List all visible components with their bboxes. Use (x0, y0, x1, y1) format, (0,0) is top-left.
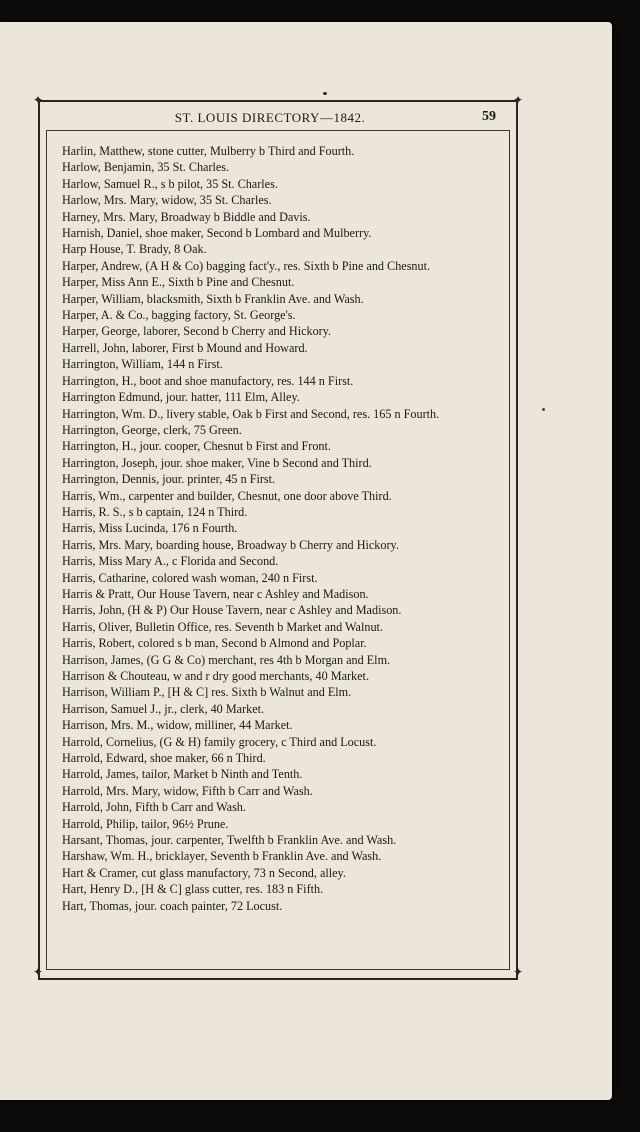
directory-entry: Hart & Cramer, cut glass manufactory, 73 n Second, alley. (62, 865, 346, 880)
directory-entry: Harrington, William, 144 n First. (62, 357, 223, 372)
page-number: 59 (482, 109, 496, 124)
directory-entry: Harris, Oliver, Bulletin Office, res. Seventh b Market and Walnut. (62, 619, 383, 634)
directory-entry: Harris, R. S., s b captain, 124 n Third. (62, 504, 248, 519)
directory-entry: Harper, A. & Co., bagging factory, St. George's. (62, 308, 296, 323)
directory-entry: Harrold, Mrs. Mary, widow, Fifth b Carr and Wash. (62, 783, 313, 798)
directory-entry: Harrell, John, laborer, First b Mound and Howard. (62, 340, 308, 355)
directory-entry: Harrold, Edward, shoe maker, 66 n Third. (62, 751, 266, 766)
directory-entry: Harsant, Thomas, jour. carpenter, Twelfth b Franklin Ave. and Wash. (62, 833, 397, 848)
directory-entry: Harrington, H., jour. cooper, Chesnut b First and Front. (62, 439, 331, 454)
corner-ornament-icon: ✦ (512, 965, 524, 979)
directory-entry: Harrington, H., boot and shoe manufactory, res. 144 n First. (62, 373, 354, 388)
directory-entry: Harris, Mrs. Mary, boarding house, Broadway b Cherry and Hickory. (62, 537, 399, 552)
directory-entry: Harris, Miss Mary A., c Florida and Second. (62, 554, 279, 569)
directory-entry: Harris, John, (H & P) Our House Tavern, near c Ashley and Madison. (62, 603, 402, 618)
directory-entry: Harrison, James, (G G & Co) merchant, res 4th b Morgan and Elm. (62, 652, 391, 667)
directory-entry: Harrold, Cornelius, (G & H) family grocery, c Third and Locust. (62, 734, 377, 749)
directory-entry: Harper, William, blacksmith, Sixth b Franklin Ave. and Wash. (62, 291, 364, 306)
ink-spot (323, 92, 327, 95)
corner-ornament-icon: ✦ (512, 93, 524, 107)
directory-entry: Harlow, Benjamin, 35 St. Charles. (62, 160, 230, 175)
corner-ornament-icon: ✦ (32, 93, 44, 107)
running-header: ST. LOUIS DIRECTORY—1842. (174, 110, 366, 125)
directory-entry: Harris, Miss Lucinda, 176 n Fourth. (62, 521, 238, 536)
directory-entry: Harlow, Samuel R., s b pilot, 35 St. Charles. (62, 176, 278, 191)
directory-entry: Hart, Henry D., [H & C] glass cutter, res. 183 n Fifth. (62, 882, 324, 897)
directory-entry: Harshaw, Wm. H., bricklayer, Seventh b Franklin Ave. and Wash. (62, 849, 382, 864)
directory-entry: Harrold, Philip, tailor, 96½ Prune. (62, 816, 229, 831)
directory-entry: Harrington, Joseph, jour. shoe maker, Vine b Second and Third. (62, 455, 372, 470)
directory-entry: Harrold, John, Fifth b Carr and Wash. (62, 800, 246, 815)
directory-entry: Harp House, T. Brady, 8 Oak. (62, 242, 207, 257)
directory-entry: Harlow, Mrs. Mary, widow, 35 St. Charles. (62, 193, 272, 208)
directory-entry: Hart, Thomas, jour. coach painter, 72 Locust. (62, 898, 283, 913)
directory-entry: Harrison, William P., [H & C] res. Sixth b Walnut and Elm. (62, 685, 352, 700)
directory-entry: Harrison, Mrs. M., widow, milliner, 44 Market. (62, 718, 293, 733)
directory-entry: Harris, Robert, colored s b man, Second b Almond and Poplar. (62, 636, 367, 651)
directory-entry: Harris, Wm., carpenter and builder, Chesnut, one door above Third. (62, 488, 392, 503)
directory-entry: Harrington, Dennis, jour. printer, 45 n First. (62, 472, 276, 487)
directory-entry: Harrold, James, tailor, Market b Ninth and Tenth. (62, 767, 303, 782)
directory-entry: Harney, Mrs. Mary, Broadway b Biddle and Davis. (62, 209, 311, 224)
directory-entry: Harris, Catharine, colored wash woman, 240 n First. (62, 570, 318, 585)
directory-entry: Harrington Edmund, jour. hatter, 111 Elm, Alley. (62, 390, 300, 405)
directory-entry: Harris & Pratt, Our House Tavern, near c Ashley and Madison. (62, 586, 369, 601)
directory-entry: Harrington, George, clerk, 75 Green. (62, 422, 242, 437)
directory-entry: Harrington, Wm. D., livery stable, Oak b First and Second, res. 165 n Fourth. (62, 406, 440, 421)
directory-entry: Harper, George, laborer, Second b Cherry and Hickory. (62, 324, 332, 339)
directory-entry: Harrison & Chouteau, w and r dry good merchants, 40 Market. (62, 669, 369, 683)
directory-entry: Harper, Miss Ann E., Sixth b Pine and Chesnut. (62, 275, 295, 290)
directory-entry: Harrison, Samuel J., jr., clerk, 40 Market. (62, 701, 265, 716)
ink-spot (542, 408, 545, 411)
directory-entry: Harnish, Daniel, shoe maker, Second b Lombard and Mulberry. (62, 226, 372, 241)
directory-entries (62, 143, 498, 914)
directory-entry: Harper, Andrew, (A H & Co) bagging fact'y., res. Sixth b Pine and Chesnut. (62, 258, 431, 273)
corner-ornament-icon: ✦ (32, 965, 44, 979)
directory-entry: Harlin, Matthew, stone cutter, Mulberry b Third and Fourth. (62, 144, 355, 158)
